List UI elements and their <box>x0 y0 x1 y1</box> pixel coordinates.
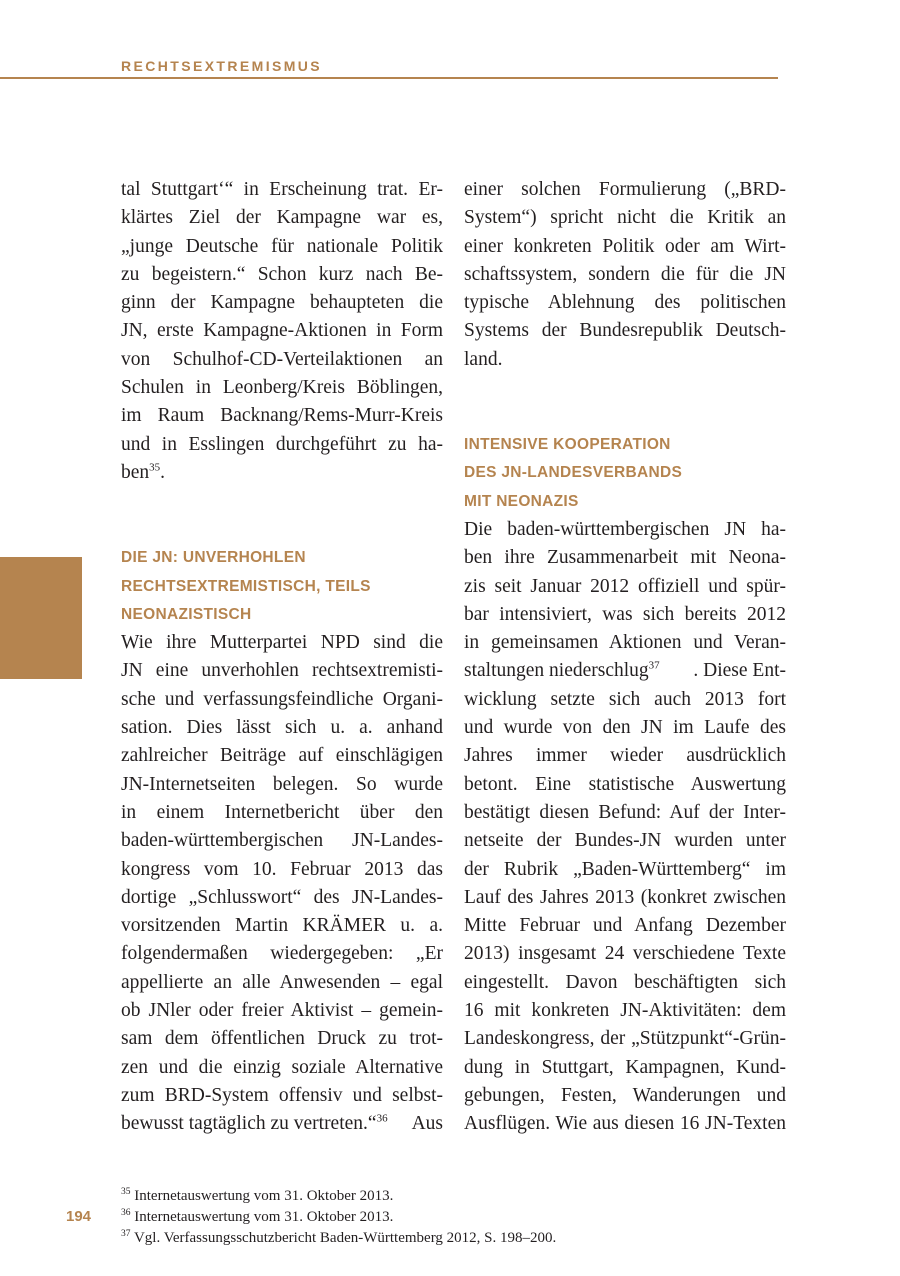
footnote-35 <box>121 1186 556 1207</box>
text-line: Mitte Februar und Anfang Dezember <box>464 915 786 937</box>
text-line: System“) spricht nicht die Kritik an <box>464 207 786 229</box>
text-line: Wie ihre Mutterpartei NPD sind die <box>121 632 443 654</box>
footnotes <box>121 1186 556 1249</box>
text-line: wicklung setzte sich auch 2013 fort <box>464 688 786 710</box>
text-line: „junge Deutsche für nationale Politik <box>121 235 443 257</box>
text-line: dortige „Schlusswort“ des JN-Landes- <box>121 886 443 908</box>
right-section-heading <box>464 431 786 516</box>
left-paragraph-2 <box>121 629 443 1138</box>
text-line: JN, erste Kampagne-Aktionen in Form <box>121 320 443 342</box>
text-line: kongress vom 10. Februar 2013 das <box>121 858 443 880</box>
text-line: netseite der Bundes-JN wurden unter <box>464 830 786 852</box>
right-paragraph-2 <box>464 516 786 1139</box>
footnote-37 <box>121 1228 556 1249</box>
text-line: folgendermaßen wiedergegeben: „Er <box>121 943 443 965</box>
text-line: in gemeinsamen Aktionen und Veran- <box>464 632 786 654</box>
right-column <box>464 176 786 1139</box>
left-section-heading <box>121 544 443 629</box>
text-line: Landeskongress, der „Stützpunkt“-Grün- <box>464 1028 786 1050</box>
text-line: 16 mit konkreten JN-Aktivitäten: dem <box>464 1000 786 1022</box>
text-line: im Raum Backnang/Rems-Murr-Kreis <box>121 405 443 427</box>
text-line: appellierte an alle Anwesenden – egal <box>121 971 443 993</box>
text-fragment: ben <box>121 461 150 483</box>
text-line: betont. Eine statistische Auswertung <box>464 773 786 795</box>
footnote-text: Internetauswertung vom 31. Oktober 2013. <box>130 1209 394 1225</box>
footnote-ref-35[interactable]: 35 <box>149 461 161 474</box>
footnote-36 <box>121 1207 556 1228</box>
text-line: zahlreicher Beiträge auf einschlägigen <box>121 745 443 767</box>
text-line <box>464 657 786 685</box>
text-line: JN-Internetseiten belegen. So wurde <box>121 773 443 795</box>
footnote-text: Vgl. Verfassungsschutzbericht Baden-Württemberg 2012, S. 198–200. <box>130 1230 557 1246</box>
running-head-title: RECHTSEXTREMISMUS <box>121 58 323 74</box>
text-line: Lauf des Jahres 2013 (konkret zwischen <box>464 886 786 908</box>
heading-line: DES JN-LANDESVERBANDS <box>464 464 683 482</box>
text-fragment: bewusst tagtäglich zu vertreten.“ <box>121 1113 377 1135</box>
text-line: ginn der Kampagne behaupteten die <box>121 292 443 314</box>
page-number: 194 <box>66 1208 92 1225</box>
text-line: sche und verfassungsfeindliche Organi- <box>121 688 443 710</box>
text-line: schaftssystem, sondern die für die JN <box>464 263 786 285</box>
text-line: von Schulhof-CD-Verteilaktionen an <box>121 348 443 370</box>
text-line: dung in Stuttgart, Kampagnen, Kund- <box>464 1056 786 1078</box>
text-line: einer solchen Formulierung („BRD- <box>464 179 786 200</box>
left-column <box>121 176 443 1139</box>
spacer <box>464 374 786 431</box>
footnote-number: 36 <box>121 1208 131 1218</box>
text-line: Jahres immer wieder ausdrücklich <box>464 745 786 767</box>
text-line: Systems der Bundesrepublik Deutsch- <box>464 320 786 342</box>
text-line: zen und die einzig soziale Alternative <box>121 1056 443 1078</box>
text-fragment: Aus <box>411 1113 443 1135</box>
text-line: ben ihre Zusammenarbeit mit Neona- <box>464 547 786 569</box>
text-line: ob JNler oder freier Aktivist – gemein- <box>121 1000 443 1022</box>
text-line: und wurde von den JN im Laufe des <box>464 717 786 739</box>
text-line: und in Esslingen durchgeführt zu ha- <box>121 433 443 455</box>
text-line: land. <box>464 348 503 370</box>
text-line: sation. Dies lässt sich u. a. anhand <box>121 717 443 739</box>
header-rule <box>0 77 778 79</box>
text-line: bar intensiviert, was sich bereits 2012 <box>464 603 786 625</box>
text-line: Schulen in Leonberg/Kreis Böblingen, <box>121 377 443 399</box>
footnote-number: 37 <box>121 1229 131 1239</box>
heading-line: NEONAZISTISCH <box>121 605 252 623</box>
text-line <box>121 459 443 487</box>
text-fragment <box>464 657 660 685</box>
text-line: bestätigt diesen Befund: Auf der Inter- <box>464 801 786 823</box>
footnote-text: Internetauswertung vom 31. Oktober 2013. <box>130 1188 394 1204</box>
text-line: vorsitzenden Martin KRÄMER u. a. <box>121 915 443 937</box>
text-line: 2013) insgesamt 24 verschiedene Texte <box>464 943 786 965</box>
footnote-ref-36[interactable]: 36 <box>376 1112 388 1125</box>
text-line: sam dem öffentlichen Druck zu trot- <box>121 1028 443 1050</box>
text-line: zu begeistern.“ Schon kurz nach Be- <box>121 263 443 285</box>
heading-line: MIT NEONAZIS <box>464 492 579 510</box>
left-paragraph-1 <box>121 176 443 487</box>
text-line <box>121 1110 443 1138</box>
text-line: JN eine unverhohlen rechtsextremisti- <box>121 660 443 682</box>
text-line: eingestellt. Davon beschäftigten sich <box>464 971 786 993</box>
text-line: in einem Internetbericht über den <box>121 801 443 823</box>
chapter-side-tab <box>0 557 82 679</box>
right-paragraph-1 <box>464 176 786 374</box>
text-line: gebungen, Festen, Wanderungen und <box>464 1084 786 1106</box>
text-line: tal Stuttgart‘“ in Erscheinung trat. Er- <box>121 179 443 200</box>
text-line: zis seit Januar 2012 offiziell und spür- <box>464 575 786 597</box>
text-line: klärtes Ziel der Kampagne war es, <box>121 207 443 229</box>
heading-line: INTENSIVE KOOPERATION <box>464 436 671 454</box>
text-line: baden-württembergischen JN-Landes- <box>121 830 443 852</box>
text-line: zum BRD-System offensiv und selbst- <box>121 1084 443 1106</box>
heading-line: DIE JN: UNVERHOHLEN <box>121 549 306 567</box>
text-fragment: . Diese Ent- <box>693 660 786 682</box>
heading-line: RECHTSEXTREMISTISCH, TEILS <box>121 577 371 595</box>
text-line: der Rubrik „Baden-Württemberg“ im <box>464 858 786 880</box>
text-fragment <box>121 1110 388 1138</box>
text-fragment: staltungen niederschlug <box>464 660 649 682</box>
text-line: Ausflügen. Wie aus diesen 16 JN-Texten <box>464 1113 786 1135</box>
text-line: Die baden-württembergischen JN ha- <box>464 518 786 540</box>
spacer <box>121 487 443 544</box>
text-fragment: . <box>160 461 166 483</box>
footnote-number: 35 <box>121 1187 131 1197</box>
text-line: typische Ablehnung des politischen <box>464 292 786 314</box>
footnote-ref-37[interactable]: 37 <box>648 659 660 672</box>
text-line: einer konkreten Politik oder am Wirt- <box>464 235 786 257</box>
